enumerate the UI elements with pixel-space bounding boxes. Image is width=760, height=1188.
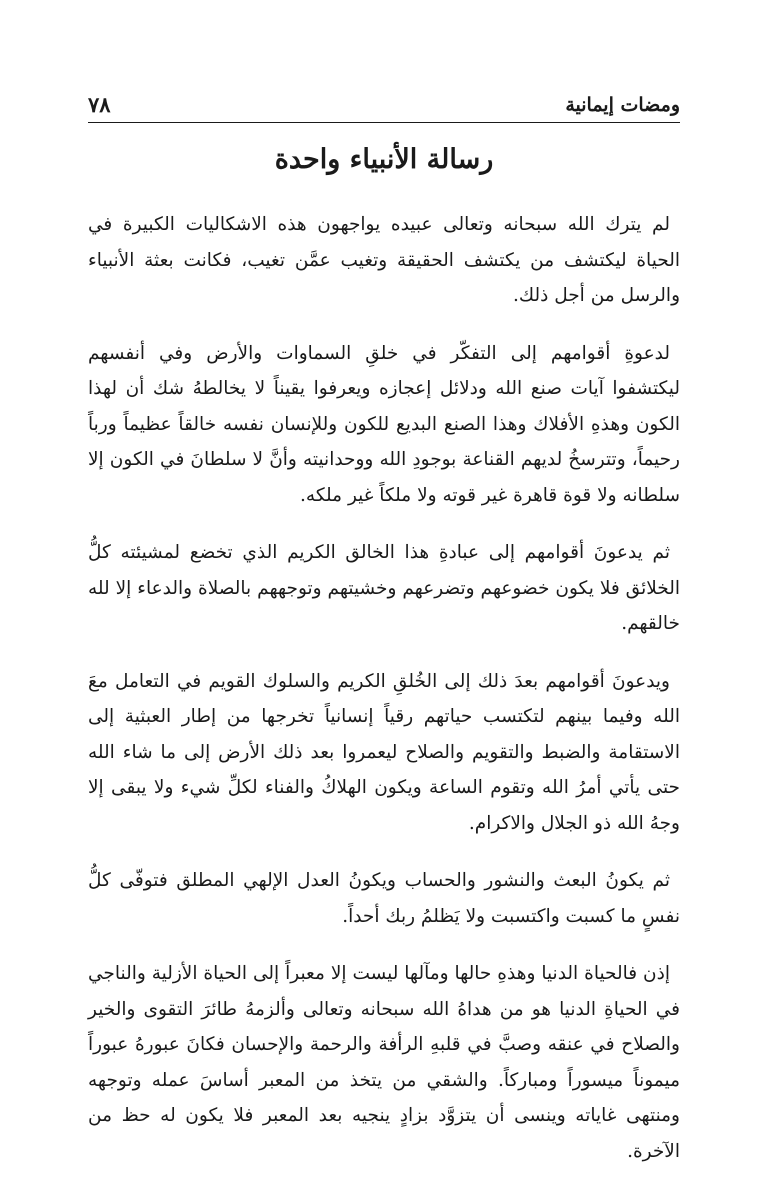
book-page bbox=[88, 88, 680, 1162]
paragraph-5: ثم يكونُ البعث والنشور والحساب ويكونُ العدل الإلهي المطلق فتوفّى كلُّ نفسٍ ما كسبت واكتسبت ولا يَظلمُ ربك أحداً. bbox=[88, 870, 680, 927]
paragraph-3: ثم يدعونَ أقوامهم إلى عبادةِ هذا الخالق الكريم الذي تخضع لمشيئته كلُّ الخلائق فلا يكون خضوعهم وتضرعهم وخشيتهم وتوجههم بالصلاة والدعاء إلا لله خالقهم. bbox=[88, 542, 680, 634]
running-title: ومضات إيمانية bbox=[565, 94, 680, 116]
paragraph-6: إذن فالحياة الدنيا وهذهِ حالها ومآلها ليست إلا معبراً إلى الحياة الأزلية والناجي في الحياةِ الدنيا هو من هداهُ الله سبحانه وتعالى وألزمهُ طائرَ التقوى والخير والصلاح في عنقه وصبَّ في قلبهِ الرأفة والرحمة والإحسان فكانَ عبورهُ عبوراً ميموناً ميسوراً ومباركاً. والشقي من يتخذ من المعبر أساسَ عمله وتوجهه ومنتهى غاياته وينسى أن يتزوَّد بزادٍ ينجيه بعد المعبر فلا يكون له حظ من الآخرة. bbox=[88, 963, 680, 1162]
chapter-title: رسالة الأنبياء واحدة bbox=[274, 144, 494, 175]
paragraph-2: لدعوةِ أقوامهم إلى التفكّر في خلقِ السماوات والأرض وفي أنفسهم ليكتشفوا آيات صنع الله ودلائل إعجازه ويعرفوا يقيناً لا يخالطهُ شك أن لهذا الكون وهذهِ الأفلاك وهذا الصنع البديع للكون وللإنسان نفسه خالقاً عظيماً ورباً رحيماً، وتترسخُ لديهم القناعة بوجودِ الله ووحدانيته وأنَّ لا سلطانَ في الكون إلا سلطانه ولا قوة قاهرة غير قوته ولا ملكاً غير ملكه. bbox=[88, 342, 680, 506]
paragraph-1: لم يترك الله سبحانه وتعالى عبيده يواجهون هذه الاشكاليات الكبيرة في الحياة ليكتشف من يكتشف الحقيقة وتغيب عمَّن تغيب، فكانت بعثة الأنبياء والرسل من أجل ذلك. bbox=[88, 214, 680, 306]
paragraph-4: ويدعونَ أقوامهم بعدَ ذلك إلى الخُلقِ الكريم والسلوك القويم في التعامل معَ الله وفيما بينهم لتكتسب حياتهم رقياً إنسانياً تخرجها من إطار العبثية إلى الاستقامة والضبط والتقويم والصلاح ليعمروا بعد ذلك الأرض إلى ما شاء الله حتى يأتي أمرُ الله وتقوم الساعة ويكون الهلاكُ والفناء لكلِّ شيء ولا يبقى إلا وجهُ الله ذو الجلال والاكرام. bbox=[88, 670, 680, 834]
page-number: ٧٨ bbox=[88, 92, 111, 117]
running-head bbox=[88, 88, 680, 123]
